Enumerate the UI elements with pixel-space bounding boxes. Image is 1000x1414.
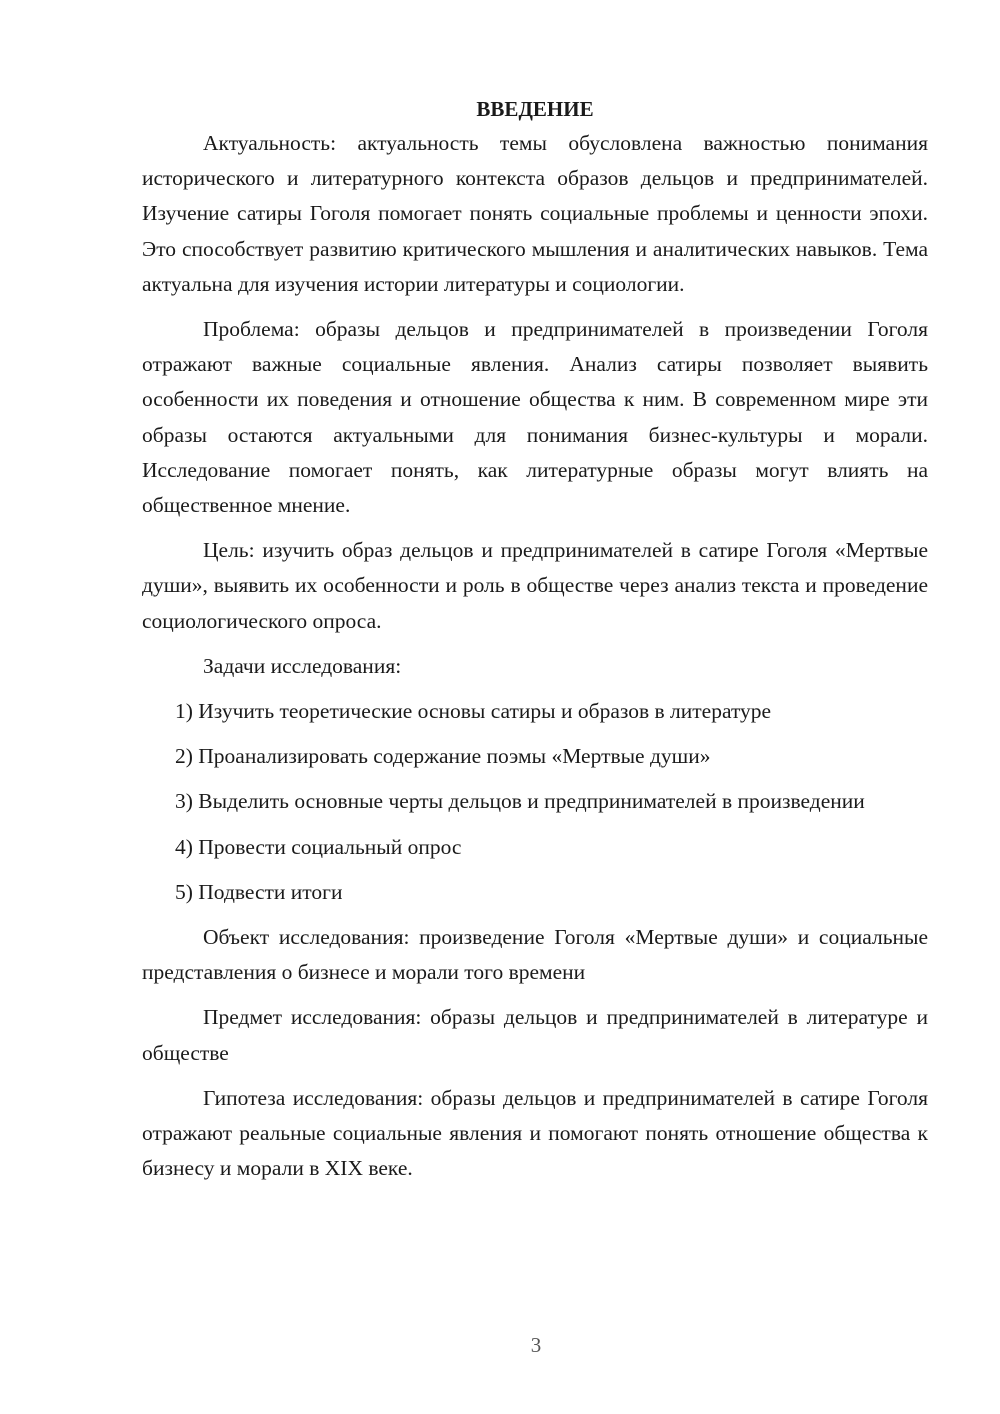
task-item: 4) Провести социальный опрос [175, 834, 462, 859]
object-paragraph: Объект исследования: произведение Гоголя «Мертвые души» и социальные представления о бизнесе и морали того времени [142, 925, 928, 985]
subject-paragraph: Предмет исследования: образы дельцов и предпринимателей в литературе и обществе [142, 1005, 928, 1065]
tasks-heading: Задачи исследования: [203, 653, 402, 678]
task-item: 3) Выделить основные черты дельцов и предпринимателей в произведении [175, 789, 865, 814]
section-title: ВВЕДЕНИЕ [476, 97, 594, 121]
hypothesis-paragraph: Гипотеза исследования: образы дельцов и предпринимателей в сатире Гоголя отражают реальные социальные явления и помогают понять отношение общества к бизнесу и морали в XIX веке. [142, 1085, 928, 1181]
goal-paragraph: Цель: изучить образ дельцов и предпринимателей в сатире Гоголя «Мертвые души», выявить их особенности и роль в обществе через анализ текста и проведение социологического опроса. [142, 538, 928, 633]
task-item: 2) Проанализировать содержание поэмы «Мертвые души» [175, 744, 711, 769]
problem-paragraph: Проблема: образы дельцов и предпринимателей в произведении Гоголя отражают важные социальные явления. Анализ сатиры позволяет выявить особенности их поведения и отношение общества к ним. В современном мире эти образы остаются актуальными для понимания бизнес-культуры и морали. Исследование помогает понять, как литературные образы могут влиять на общественное мнение. [142, 317, 928, 518]
document-page [142, 92, 928, 1196]
relevance-paragraph: Актуальность: актуальность темы обусловлена важностью понимания исторического и литературного контекста образов дельцов и предпринимателей. Изучение сатиры Гоголя помогает понять социальные проблемы и ценности эпохи. Это способствует развитию критического мышления и аналитических навыков. Тема актуальна для изучения истории литературы и социологии. [142, 131, 928, 296]
page-number: 3 [530, 1333, 542, 1357]
task-item: 5) Подвести итоги [175, 879, 343, 904]
task-item: 1) Изучить теоретические основы сатиры и образов в литературе [175, 699, 772, 724]
